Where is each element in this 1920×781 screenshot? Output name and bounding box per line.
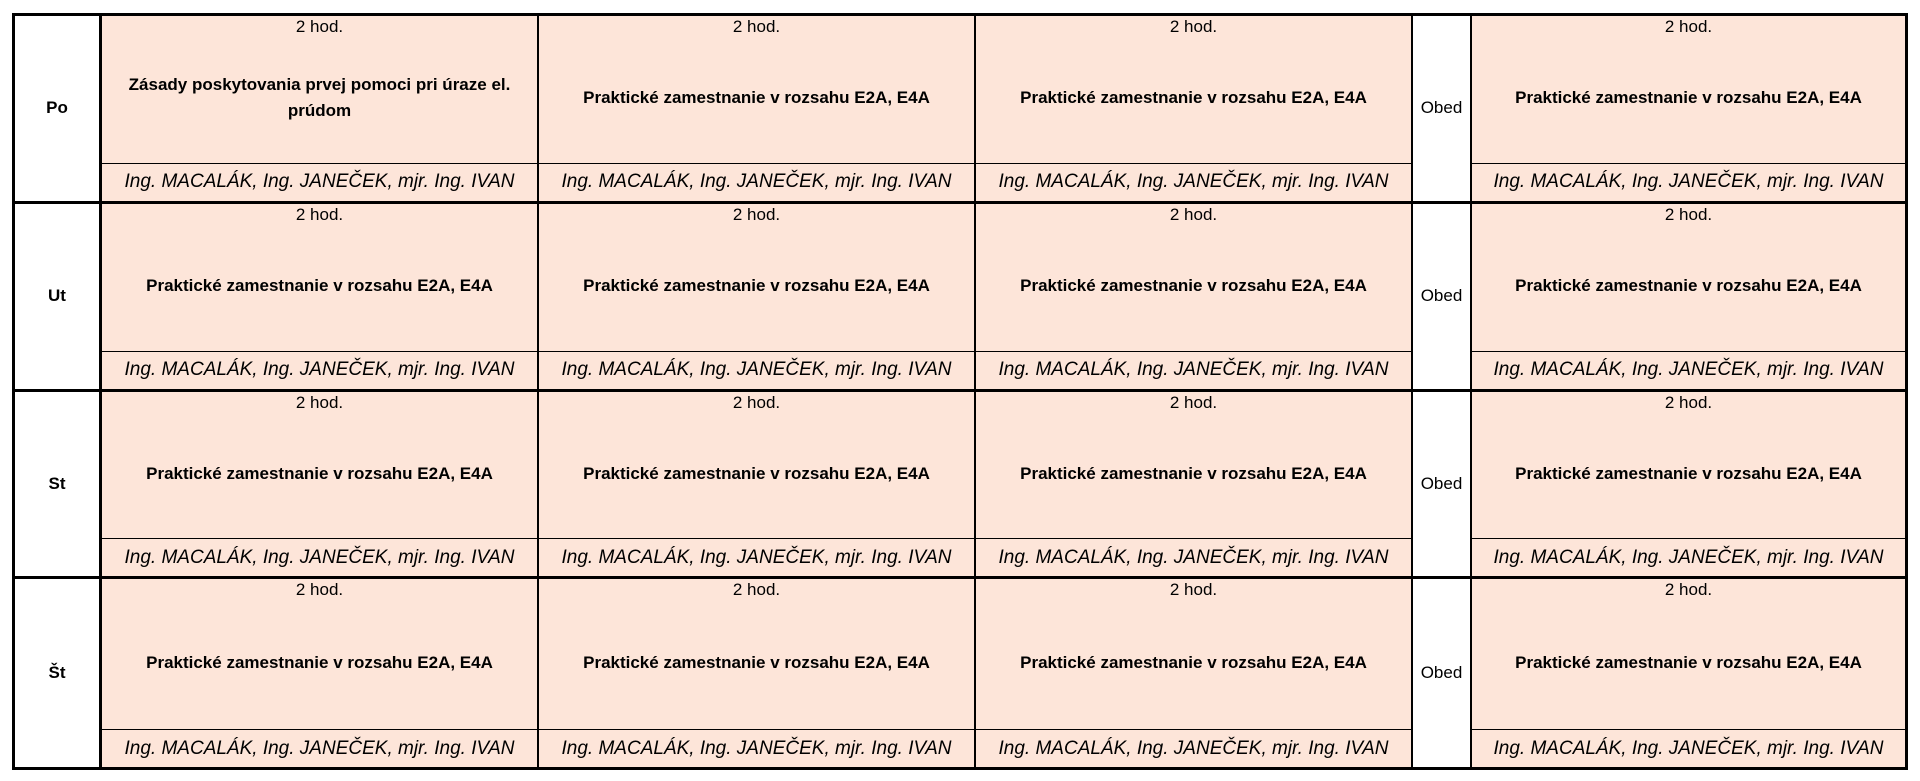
lesson-block <box>539 204 976 392</box>
lesson-subject: Praktické zamestnanie v rozsahu E2A, E4A <box>583 653 930 673</box>
lesson-subject: Praktické zamestnanie v rozsahu E2A, E4A <box>1020 276 1367 296</box>
lesson-subject: Praktické zamestnanie v rozsahu E2A, E4A <box>583 88 930 108</box>
lesson-subject: Praktické zamestnanie v rozsahu E2A, E4A <box>146 653 493 673</box>
lesson-hours: 2 hod. <box>1664 392 1713 412</box>
lesson-teachers: Ing. MACALÁK, Ing. JANEČEK, mjr. Ing. IVAN <box>1472 538 1905 576</box>
lesson-block <box>102 204 539 392</box>
lesson-teachers: Ing. MACALÁK, Ing. JANEČEK, mjr. Ing. IVAN <box>976 163 1411 201</box>
lesson-teachers: Ing. MACALÁK, Ing. JANEČEK, mjr. Ing. IVAN <box>539 729 974 767</box>
lesson-block <box>102 16 539 204</box>
lesson-block <box>1472 579 1905 767</box>
lesson-hours: 2 hod. <box>1664 580 1713 600</box>
lesson-teachers: Ing. MACALÁK, Ing. JANEČEK, mjr. Ing. IVAN <box>976 729 1411 767</box>
lesson-teachers: Ing. MACALÁK, Ing. JANEČEK, mjr. Ing. IVAN <box>539 163 974 201</box>
lesson-subject: Praktické zamestnanie v rozsahu E2A, E4A <box>583 463 930 483</box>
lesson-hours: 2 hod. <box>1169 204 1218 224</box>
lesson-block <box>102 579 539 767</box>
lesson-subject: Praktické zamestnanie v rozsahu E2A, E4A <box>1020 653 1367 673</box>
lesson-teachers: Ing. MACALÁK, Ing. JANEČEK, mjr. Ing. IVAN <box>102 163 537 201</box>
lesson-hours: 2 hod. <box>295 204 344 224</box>
lesson-hours: 2 hod. <box>732 580 781 600</box>
lesson-subject: Praktické zamestnanie v rozsahu E2A, E4A <box>1515 88 1862 108</box>
lesson-subject: Praktické zamestnanie v rozsahu E2A, E4A <box>1515 276 1862 296</box>
lesson-subject: Praktické zamestnanie v rozsahu E2A, E4A <box>1020 463 1367 483</box>
lesson-block <box>976 579 1413 767</box>
lunch-break: Obed <box>1413 204 1472 392</box>
lesson-teachers: Ing. MACALÁK, Ing. JANEČEK, mjr. Ing. IVAN <box>976 538 1411 576</box>
lesson-subject: Praktické zamestnanie v rozsahu E2A, E4A <box>146 276 493 296</box>
lesson-hours: 2 hod. <box>1169 580 1218 600</box>
lesson-subject: Praktické zamestnanie v rozsahu E2A, E4A <box>146 463 493 483</box>
lesson-hours: 2 hod. <box>1664 17 1713 36</box>
lunch-break: Obed <box>1413 579 1472 767</box>
schedule-table <box>12 13 1908 770</box>
lesson-subject: Praktické zamestnanie v rozsahu E2A, E4A <box>1515 653 1862 673</box>
lesson-hours: 2 hod. <box>1169 392 1218 412</box>
lesson-teachers: Ing. MACALÁK, Ing. JANEČEK, mjr. Ing. IVAN <box>102 538 537 576</box>
lunch-break: Obed <box>1413 392 1472 580</box>
lesson-teachers: Ing. MACALÁK, Ing. JANEČEK, mjr. Ing. IVAN <box>539 351 974 389</box>
lesson-subject: Praktické zamestnanie v rozsahu E2A, E4A <box>1020 88 1367 108</box>
day-label: St <box>15 392 102 580</box>
lesson-subject: Praktické zamestnanie v rozsahu E2A, E4A <box>1515 463 1862 483</box>
lesson-block <box>976 204 1413 392</box>
lesson-hours: 2 hod. <box>295 392 344 412</box>
lesson-teachers: Ing. MACALÁK, Ing. JANEČEK, mjr. Ing. IVAN <box>976 351 1411 389</box>
lesson-teachers: Ing. MACALÁK, Ing. JANEČEK, mjr. Ing. IVAN <box>539 538 974 576</box>
lesson-teachers: Ing. MACALÁK, Ing. JANEČEK, mjr. Ing. IVAN <box>102 351 537 389</box>
lesson-hours: 2 hod. <box>1169 17 1218 36</box>
lesson-block <box>539 16 976 204</box>
lesson-hours: 2 hod. <box>295 17 344 36</box>
lesson-block <box>976 16 1413 204</box>
lesson-block <box>1472 16 1905 204</box>
lesson-subject: Praktické zamestnanie v rozsahu E2A, E4A <box>583 276 930 296</box>
lesson-block <box>539 579 976 767</box>
lunch-break: Obed <box>1413 16 1472 204</box>
day-label: Ut <box>15 204 102 392</box>
lesson-block <box>1472 204 1905 392</box>
lesson-teachers: Ing. MACALÁK, Ing. JANEČEK, mjr. Ing. IVAN <box>1472 729 1905 767</box>
lesson-hours: 2 hod. <box>295 580 344 600</box>
lesson-hours: 2 hod. <box>1664 204 1713 224</box>
lesson-block <box>976 392 1413 580</box>
lesson-block <box>539 392 976 580</box>
lesson-hours: 2 hod. <box>732 392 781 412</box>
lesson-teachers: Ing. MACALÁK, Ing. JANEČEK, mjr. Ing. IVAN <box>1472 163 1905 201</box>
lesson-hours: 2 hod. <box>732 17 781 36</box>
lesson-hours: 2 hod. <box>732 204 781 224</box>
day-label: Št <box>15 579 102 767</box>
lesson-subject: Zásady poskytovania prvej pomoci pri úraze el. prúdom <box>128 75 511 121</box>
lesson-block <box>1472 392 1905 580</box>
lesson-teachers: Ing. MACALÁK, Ing. JANEČEK, mjr. Ing. IVAN <box>102 729 537 767</box>
lesson-block <box>102 392 539 580</box>
lesson-teachers: Ing. MACALÁK, Ing. JANEČEK, mjr. Ing. IVAN <box>1472 351 1905 389</box>
day-label: Po <box>15 16 102 204</box>
